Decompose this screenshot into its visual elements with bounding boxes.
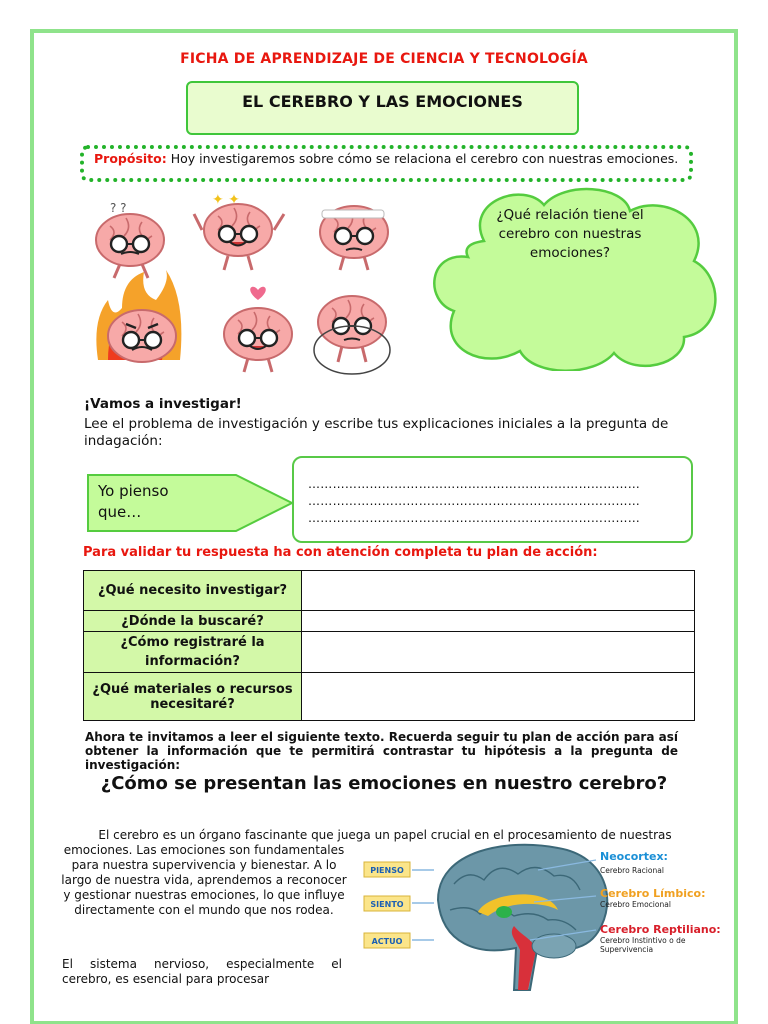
plan-question: ¿Qué necesito investigar? (84, 571, 302, 611)
svg-text:PIENSO: PIENSO (370, 866, 404, 875)
topic-title: EL CEREBRO Y LAS EMOCIONES (186, 81, 579, 135)
plan-question: ¿Cómo registraré la información? (84, 632, 302, 673)
table-row (84, 611, 695, 632)
reading-paragraph-2: emociones. Las emociones son fundamentales para nuestra supervivencia y bienestar. A lo largo de nuestra vida, aprendemos a reconocer y gestionar nuestras emociones, lo que influye directamente con el mundo que nos rodea. (61, 843, 347, 917)
reading-invitation: Ahora te invitamos a leer el siguiente texto. Recuerda seguir tu plan de acción para así obtener la información que te permitirá contrastar tu hipótesis a la pregunta de investigación: (85, 730, 678, 772)
table-row (84, 673, 695, 721)
answer-line: ……………………………………………………………………… (308, 477, 641, 491)
brain-cross-section-icon (438, 845, 607, 990)
plan-answer-cell[interactable] (302, 571, 695, 611)
investigate-instructions: Lee el problema de investigación y escribe tus explicaciones iniciales a la pregunta de indagación: (84, 416, 669, 449)
limbic-sub: Cerebro Emocional (600, 900, 671, 909)
cloud-question: ¿Qué relación tiene el cerebro con nuestras emociones? (496, 207, 644, 261)
plan-question: ¿Dónde la buscaré? (84, 611, 302, 632)
reading-paragraph-3: El sistema nervioso, especialmente el cerebro, es esencial para procesar (62, 957, 342, 986)
action-plan-table (83, 570, 695, 721)
reading-paragraph-1: El cerebro es un órgano fascinante que juega un papel crucial en el procesamiento de nuestras (98, 828, 672, 842)
reading-title: ¿Cómo se presentan las emociones en nuestro cerebro? (100, 773, 668, 794)
plan-question: ¿Qué materiales o recursos necesitaré? (84, 673, 302, 721)
plan-heading: Para validar tu respuesta ha con atención completa tu plan de acción: (83, 545, 598, 560)
tag-siento (364, 896, 410, 911)
tag-pienso (364, 862, 410, 877)
svg-text:? ?: ? ? (110, 201, 127, 215)
brain-love-icon (224, 287, 292, 372)
svg-text:✦ ✦: ✦ ✦ (212, 192, 240, 208)
brain-tired-icon (320, 206, 388, 270)
limbic-label: Cerebro Límbico: (600, 887, 706, 900)
hypothesis-answer-box[interactable] (292, 456, 693, 543)
answer-line: ……………………………………………………………………… (308, 511, 641, 525)
brain-happy-icon (194, 192, 284, 270)
brain-emotions-illustration (90, 190, 410, 380)
table-row (84, 571, 695, 611)
svg-text:SIENTO: SIENTO (370, 900, 404, 909)
investigate-heading: ¡Vamos a investigar! (84, 396, 242, 412)
plan-answer-cell[interactable] (302, 673, 695, 721)
brain-layers-diagram (358, 840, 734, 1000)
plan-answer-cell[interactable] (302, 611, 695, 632)
plan-answer-cell[interactable] (302, 632, 695, 673)
hypothesis-label: Yo pienso que… (98, 482, 169, 521)
brain-angry-icon (96, 270, 181, 362)
purpose-text: Hoy investigaremos sobre cómo se relaciona el cerebro con nuestras emociones. (166, 151, 679, 166)
purpose-label: Propósito: (94, 151, 167, 166)
neocortex-label: Neocortex: (600, 850, 668, 863)
neocortex-sub: Cerebro Racional (600, 866, 664, 875)
reptilian-sub: Cerebro Instintivo o de Supervivencia (600, 936, 686, 954)
brain-jumping-icon (314, 296, 390, 374)
table-row (84, 632, 695, 673)
purpose-box (80, 145, 693, 182)
reptilian-label: Cerebro Reptiliano: (600, 923, 721, 936)
svg-text:ACTUO: ACTUO (371, 937, 403, 946)
tag-actuo (364, 933, 410, 948)
worksheet-title: FICHA DE APRENDIZAJE DE CIENCIA Y TECNOLOGÍA (180, 51, 588, 67)
answer-line: ……………………………………………………………………… (308, 494, 641, 508)
brain-worried-icon (96, 201, 164, 278)
